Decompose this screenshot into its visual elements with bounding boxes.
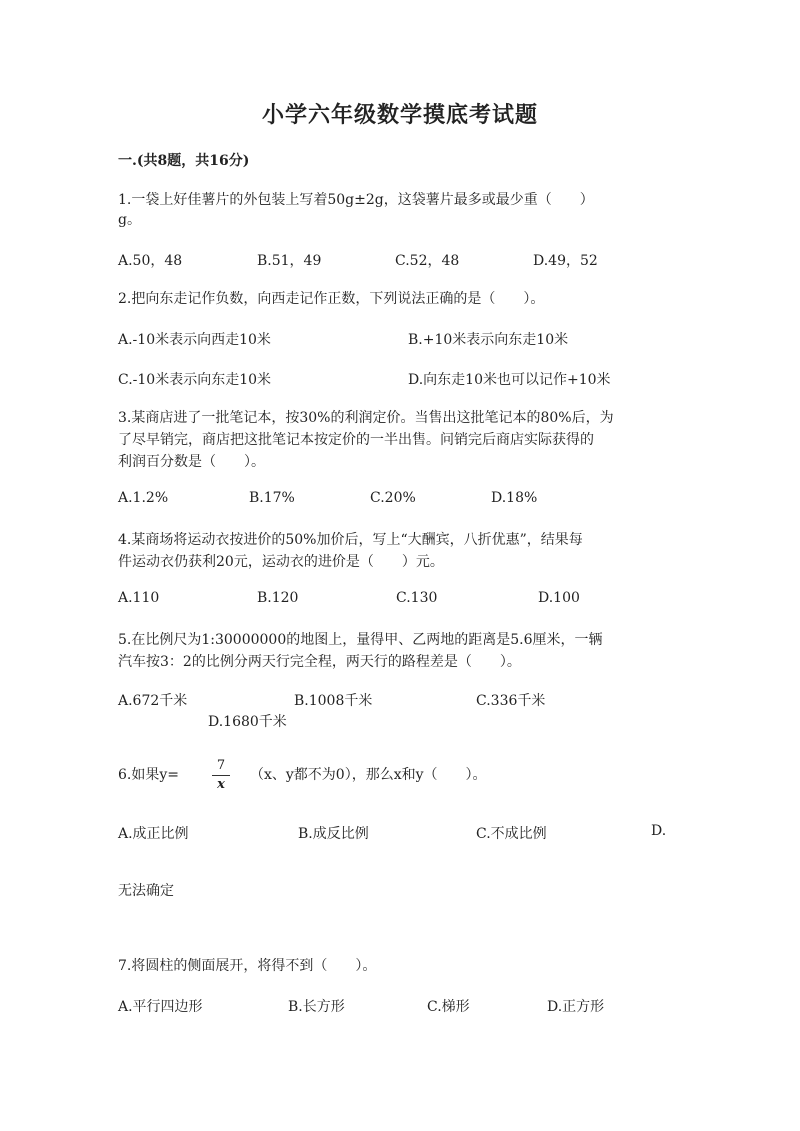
question-4-line-2: 件运动衣仍获利20元，运动衣的进价是（ ）元。	[118, 554, 444, 570]
question-6-option-d-text: 无法确定	[118, 883, 174, 899]
question-3-line-3: 利润百分数是（ ）。	[118, 454, 265, 470]
question-1-option-c: C.52，48	[395, 253, 460, 269]
question-4-option-a: A.110	[118, 590, 160, 606]
question-6-suffix: （x、y都不为0），那么x和y（ ）。	[250, 767, 487, 783]
question-7-option-b: B.长方形	[288, 999, 345, 1015]
question-1-line-1: 1.一袋上好佳薯片的外包装上写着50g±2g，这袋薯片最多或最少重（ ）	[118, 192, 594, 208]
question-3-option-c: C.20%	[370, 490, 416, 506]
question-3-option-a: A.1.2%	[118, 490, 169, 506]
question-3-line-2: 了尽早销完，商店把这批笔记本按定价的一半出售。问销完后商店实际获得的	[118, 432, 594, 448]
question-1-option-b: B.51，49	[257, 253, 322, 269]
question-7-line-1: 7.将圆柱的侧面展开，将得不到（ ）。	[118, 958, 377, 974]
question-6-prefix: 6.如果y=	[118, 767, 179, 783]
question-4-option-c: C.130	[396, 590, 438, 606]
question-6-option-d-letter: D.	[651, 823, 667, 839]
question-7-option-d: D.正方形	[547, 999, 605, 1015]
question-2-option-b: B.+10米表示向东走10米	[408, 332, 569, 348]
question-4-option-b: B.120	[257, 590, 299, 606]
question-2-option-d: D.向东走10米也可以记作+10米	[408, 372, 611, 388]
fraction-seven-over-x	[210, 758, 232, 793]
question-5-line-1: 5.在比例尺为1:30000000的地图上，量得甲、乙两地的距离是5.6厘米，一辆	[118, 632, 603, 648]
question-5-option-d: D.1680千米	[208, 714, 287, 730]
question-6-option-b: B.成反比例	[298, 826, 369, 842]
question-4-line-1: 4.某商场将运动衣按进价的50%加价后，写上“大酬宾，八折优惠”，结果每	[118, 532, 583, 548]
question-2-option-a: A.-10米表示向西走10米	[118, 332, 271, 348]
question-7-option-a: A.平行四边形	[118, 999, 203, 1015]
question-5-option-a: A.672千米	[118, 693, 188, 709]
question-6-option-c: C.不成比例	[476, 826, 547, 842]
question-5-line-2: 汽车按3：2的比例分两天行完全程，两天行的路程差是（ ）。	[118, 654, 521, 670]
question-6-option-a: A.成正比例	[118, 826, 189, 842]
question-1-line-2: g。	[118, 212, 141, 228]
fraction-numerator: 7	[216, 758, 226, 773]
question-7-option-c: C.梯形	[427, 999, 470, 1015]
fraction-denominator: x	[217, 777, 225, 792]
question-3-option-d: D.18%	[491, 490, 538, 506]
question-1-option-d: D.49，52	[533, 253, 598, 269]
question-5-option-c: C.336千米	[476, 693, 546, 709]
question-2-line-1: 2.把向东走记作负数，向西走记作正数，下列说法正确的是（ ）。	[118, 291, 545, 307]
question-2-option-c: C.-10米表示向东走10米	[118, 372, 272, 388]
fraction-bar	[212, 775, 230, 776]
question-1-option-a: A.50，48	[118, 253, 183, 269]
question-4-option-d: D.100	[538, 590, 580, 606]
question-5-option-b: B.1008千米	[294, 693, 373, 709]
page-title: 小学六年级数学摸底考试题	[261, 102, 538, 128]
section-heading: 一.(共8题，共16分)	[118, 153, 250, 169]
question-3-line-1: 3.某商店进了一批笔记本，按30%的利润定价。当售出这批笔记本的80%后，为	[118, 410, 614, 426]
question-3-option-b: B.17%	[249, 490, 295, 506]
